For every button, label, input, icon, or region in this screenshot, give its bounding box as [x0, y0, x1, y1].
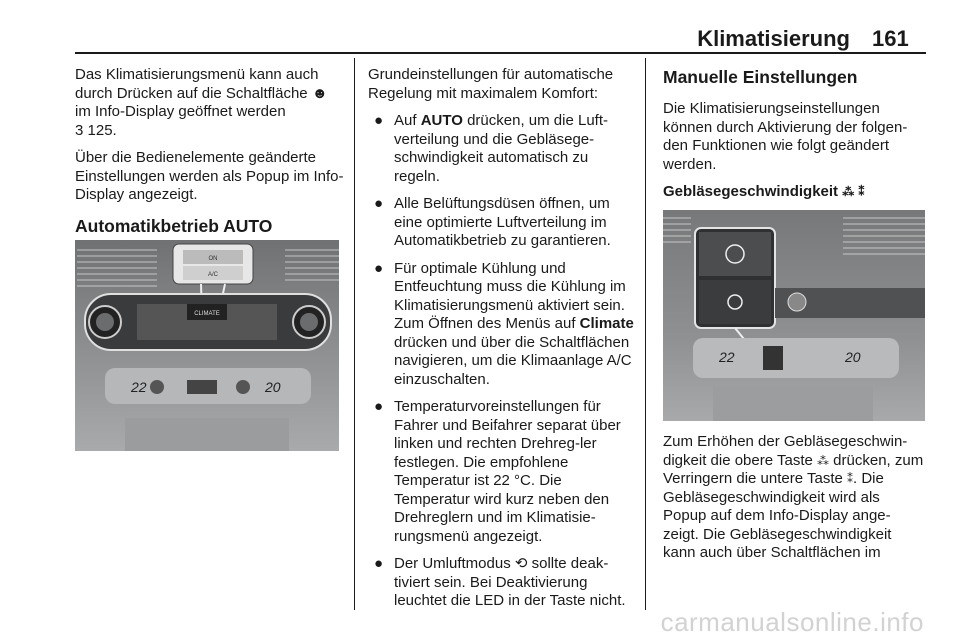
fan-up-icon: ⁂ — [842, 185, 855, 199]
on-button-label: ON — [208, 256, 218, 262]
bullet-icon: ● — [374, 398, 384, 415]
column-right — [663, 66, 925, 214]
ac-button-label: A/C — [207, 272, 219, 278]
paragraph-manual: Die Klimatisierungseinstellungen können durch Aktivierung der folgen-den Funktionen wie folgt geändert werden. — [663, 100, 908, 173]
bullet-icon: ● — [374, 112, 384, 129]
fan-down-icon: ⁑ — [847, 472, 854, 486]
paragraph-fan-speed — [663, 433, 925, 563]
bullet-icon: ● — [374, 259, 384, 277]
list-item — [368, 195, 636, 251]
heading-auto-mode: Automatikbetrieb AUTO — [75, 215, 273, 236]
paragraph-text: drücken, zum Verringern die untere Taste — [663, 451, 924, 487]
paragraph-menu — [75, 66, 345, 140]
list-item — [368, 555, 636, 611]
list-item — [368, 398, 636, 546]
list-item-text: Temperaturvoreinstellungen für Fahrer und Beifahrer separat über linken und rechten Drehreg-ler festlegen. Die empfohlene Temperatur ist 22 °C. Die Temperatur wird kurz neben den Drehreglern und im Klimatisie-rungsmenü angezeigt. — [394, 398, 621, 545]
heading-manual-settings: Manuelle Einstellungen — [663, 67, 858, 87]
climate-button-label: CLIMATE — [194, 311, 220, 317]
column-middle — [368, 66, 636, 620]
fan-controls-illustration — [663, 210, 925, 421]
bullet-list — [368, 112, 636, 611]
paragraph-text: . Die Gebläsegeschwindigkeit wird als Popup auf dem Info-Display ange-zeigt. Die Gebläsegeschwindigkeit kann auch über Schaltflächen im — [663, 470, 892, 561]
climate-label: Climate — [579, 315, 634, 332]
column-right-continued — [663, 433, 925, 572]
temp-left-label: 22 — [131, 379, 147, 395]
list-item — [368, 260, 636, 390]
fan-up-icon: ⁂ — [817, 453, 829, 468]
recirculation-icon: ⟲ — [514, 555, 528, 572]
temp-left-label: 22 — [719, 349, 735, 365]
climate-menu-icon: ☻ — [311, 84, 328, 102]
header-rule — [75, 52, 926, 54]
temp-right-label: 20 — [265, 379, 281, 395]
heading-fan-speed — [663, 183, 925, 202]
list-item-text: Auf — [394, 112, 417, 129]
column-left — [75, 66, 345, 249]
fan-down-icon: ⁑ — [858, 185, 865, 199]
temp-right-label: 20 — [845, 349, 861, 365]
page-header — [0, 0, 960, 52]
bullet-icon: ● — [374, 555, 384, 572]
figure-fan-controls — [663, 210, 925, 421]
watermark: carmanualsonline.info — [660, 607, 924, 637]
figure-auto-controls — [75, 240, 339, 451]
list-item-text: drücken, um die Luft-verteilung und die Gebläsege-schwindigkeit automatisch zu regeln. — [394, 112, 608, 185]
page-number: 161 — [872, 26, 909, 51]
paragraph-intro: Grundeinstellungen für automatische Regelung mit maximalem Komfort: — [368, 66, 614, 102]
paragraph-text: im Info-Display geöffnet werden — [75, 103, 286, 120]
list-item-text: Der Umluftmodus — [394, 555, 511, 572]
column-divider-1 — [354, 58, 355, 610]
bullet-icon: ● — [374, 195, 384, 212]
paragraph-text: Das Klimatisierungsmenü kann auch durch Drücken auf die Schaltfläche — [75, 66, 319, 102]
page-reference[interactable]: 125. — [87, 121, 117, 139]
list-item — [368, 112, 636, 186]
list-item-text: Alle Belüftungsdüsen öffnen, um eine optimierte Luftverteilung im Automatikbetrieb zu garantieren. — [394, 195, 611, 249]
page-reference-icon: 3 — [75, 121, 84, 139]
paragraph-popup: Über die Bedienelemente geänderte Einstellungen werden als Popup im Info-Display angezeigt. — [75, 149, 344, 203]
list-item-text: drücken und über die Schaltflächen navigieren, um die Klimaanlage A/C einzuschalten. — [394, 333, 632, 388]
paragraph-text: Zum Erhöhen der Gebläsegeschwin-digkeit die obere Taste — [663, 433, 908, 469]
list-item-text: Für optimale Kühlung und Entfeuchtung muss die Kühlung im Klimatisierungsmenü aktiviert sein. Zum Öffnen des Menüs auf — [394, 259, 626, 332]
list-item-text: sollte deak-tiviert sein. Bei Deaktivierung leuchtet die LED in der Taste nicht. — [394, 555, 626, 609]
auto-label: AUTO — [420, 112, 463, 129]
heading-fan-speed-text: Gebläsegeschwindigkeit — [663, 183, 839, 200]
page-title: Klimatisierung — [697, 26, 850, 51]
column-divider-2 — [645, 58, 646, 610]
auto-controls-illustration — [75, 240, 339, 451]
